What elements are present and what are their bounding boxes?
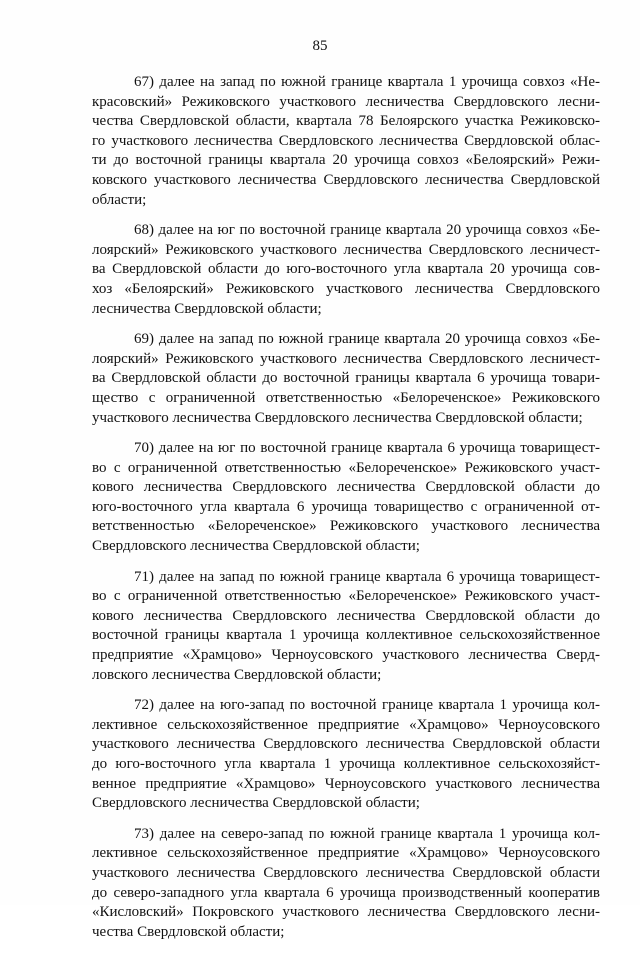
paragraph-line: кового лесничества Свердловского лесничества Свердловской области до — [92, 607, 600, 624]
paragraph-line: Свердловского лесничества Свердловской области; — [92, 538, 420, 555]
paragraph-line: 70) далее на юг по восточной границе квартала 6 урочища товарищест- — [134, 440, 600, 457]
paragraph-line: восточной границы квартала 1 урочища коллективное сельскохозяйственное — [92, 627, 600, 644]
paragraph-line: ва Свердловской области до юго-восточного угла квартала 20 урочища сов- — [92, 261, 600, 278]
paragraph — [92, 221, 600, 319]
paragraph-line: предприятие «Храмцово» Черноусовского участкового лесничества Сверд- — [92, 647, 600, 664]
paragraph-line: лоярский» Режиковского участкового лесничества Свердловского лесничест- — [92, 241, 600, 258]
paragraph-line: 73) далее на северо-запад по южной границе квартала 1 урочища кол- — [134, 825, 600, 842]
paragraph-line: красовский» Режиковского участкового лесничества Свердловского лесни- — [92, 93, 600, 110]
paragraph-line: до юго-восточного угла квартала 1 урочища коллективное сельскохозяйст- — [92, 756, 600, 772]
paragraph-line: венное предприятие «Храмцово» Черноусовского участкового лесничества — [92, 775, 600, 792]
paragraph-line: лоярский» Режиковского участкового лесничества Свердловского лесничест- — [92, 350, 600, 367]
page-number: 85 — [312, 38, 328, 54]
paragraph-line: кового лесничества Свердловского лесничества Свердловской области до — [92, 479, 600, 496]
paragraph-line: 71) далее на запад по южной границе квартала 6 урочища товарищест- — [134, 568, 600, 585]
paragraph-line: области; — [92, 191, 147, 208]
paragraph-line: юго-восточного угла квартала 6 урочища товарищество с ограниченной от- — [92, 498, 600, 515]
paragraph-line: до северо-западного угла квартала 6 урочища производственный кооператив — [92, 884, 600, 901]
paragraph — [92, 439, 600, 557]
paragraph-line: лективное сельскохозяйственное предприятие «Храмцово» Черноусовского — [92, 845, 600, 862]
paragraph-line: 67) далее на запад по южной границе квартала 1 урочища совхоз «Не- — [134, 74, 600, 90]
paragraph — [92, 825, 600, 943]
paragraph-line: ти до восточной границы квартала 20 урочища совхоз «Белоярский» Режи- — [92, 152, 600, 169]
paragraph-line: ва Свердловской области до восточной границы квартала 6 урочища товари- — [92, 370, 600, 387]
paragraph-line: «Кисловский» Покровского участкового лесничества Свердловского лесни- — [92, 904, 600, 921]
paragraph-line: ловского лесничества Свердловской области; — [92, 666, 382, 683]
paragraph-line: участкового лесничества Свердловского лесничества Свердловской области — [92, 864, 600, 881]
paragraph-line: чества Свердловской области, квартала 78 Белоярского участка Режиковско- — [92, 113, 600, 130]
paragraph-line: участкового лесничества Свердловского лесничества Свердловской области; — [92, 409, 583, 426]
paragraph-line: 68) далее на юг по восточной границе квартала 20 урочища совхоз «Бе- — [134, 222, 600, 239]
document-body — [92, 73, 600, 953]
paragraph-line: 69) далее на запад по южной границе квартала 20 урочища совхоз «Бе- — [134, 331, 600, 348]
paragraph — [92, 696, 600, 814]
paragraph-line: 72) далее на юго-запад по восточной границе квартала 1 урочища кол- — [134, 697, 600, 714]
paragraph-line: участкового лесничества Свердловского лесничества Свердловской области — [92, 736, 600, 753]
paragraph — [92, 568, 600, 686]
paragraph-line: ветственностью «Белореченское» Режиковского участкового лесничества — [92, 518, 600, 535]
paragraph-line: лесничества Свердловской области; — [92, 300, 322, 317]
paragraph-line: во с ограниченной ответственностью «Белореченское» Режиковского участ- — [92, 459, 600, 476]
paragraph-line: Свердловского лесничества Свердловской области; — [92, 795, 420, 812]
paragraph-line: го участкового лесничества Свердловского лесничества Свердловской облас- — [92, 132, 600, 149]
paragraph — [92, 73, 600, 210]
paragraph-line: хоз «Белоярский» Режиковского участкового лесничества Свердловского — [92, 280, 600, 297]
paragraph-line: ковского участкового лесничества Свердловского лесничества Свердловской — [92, 171, 600, 188]
paragraph-line: щество с ограниченной ответственностью «Белореченское» Режиковского — [92, 389, 600, 406]
paragraph-line: чества Свердловской области; — [92, 923, 285, 940]
paragraph-line: во с ограниченной ответственностью «Белореченское» Режиковского участ- — [92, 588, 600, 605]
paragraph — [92, 330, 600, 428]
paragraph-line: лективное сельскохозяйственное предприятие «Храмцово» Черноусовского — [92, 716, 600, 733]
